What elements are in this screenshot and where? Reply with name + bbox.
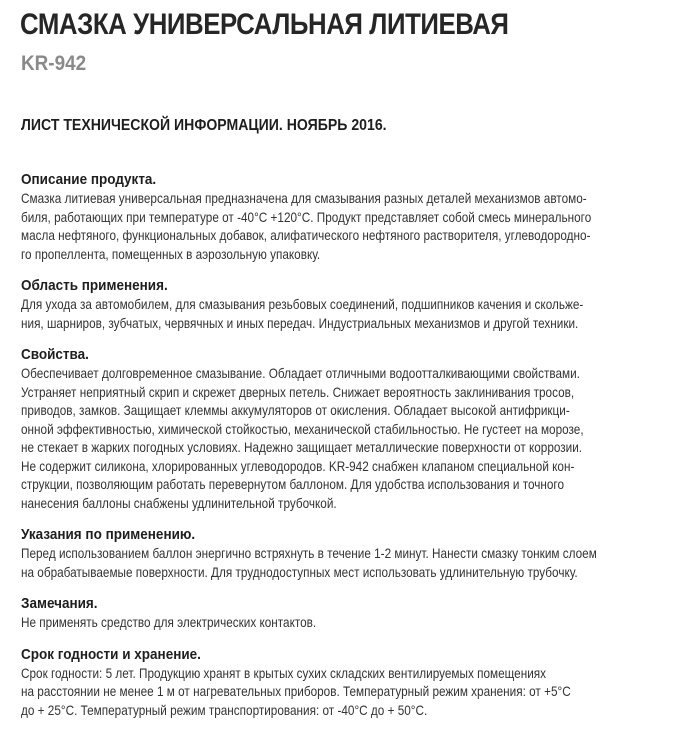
sheet-label: ЛИСТ ТЕХНИЧЕСКОЙ ИНФОРМАЦИИ. НОЯБРЬ 2016. [21, 117, 387, 134]
paragraph-line: до + 25°С. Температурный режим транспортирования: от -40°С до + 50°С. [21, 701, 428, 718]
section-heading: Область применения. [21, 277, 168, 294]
document-body [21, 171, 681, 733]
section-description [21, 171, 681, 263]
section-heading: Замечания. [21, 595, 98, 612]
paragraph-line: ния, шарниров, зубчатых, червячных и иных передач. Индустриальных механизмов и другой техники. [21, 314, 579, 331]
paragraph-line: масла нефтяного, функциональных добавок, алифатического нефтяного растворителя, углеводородно- [21, 227, 591, 243]
section-remarks [21, 595, 681, 632]
section-heading: Свойства. [21, 346, 89, 363]
section-heading: Описание продукта. [21, 171, 157, 188]
section-application [21, 277, 681, 332]
document-title: СМАЗКА УНИВЕРСАЛЬНАЯ ЛИТИЕВАЯ [20, 8, 509, 41]
paragraph-line: Не применять средство для электрических контактов. [21, 614, 317, 630]
paragraph-line: биля, работающих при температуре от -40°С +120°С. Продукт представляет собой смесь минерального [21, 208, 592, 225]
paragraph-line: го пропеллента, помещенных в аэрозольную упаковку. [21, 245, 321, 262]
paragraph-line: нанесения баллоны снабжены удлинительной трубочкой. [21, 494, 337, 511]
paragraph-line: не стекает в жарких погодных условиях. Надежно защищает металлические поверхности от коррозии. [21, 439, 583, 455]
section-heading: Срок годности и хранение. [21, 645, 201, 663]
paragraph-line: Для ухода за автомобилем, для смазывания резьбовых соединений, подшипников качения и скольже- [21, 296, 584, 312]
paragraph-line: на расстоянии не менее 1 м от нагревательных приборов. Температурный режим хранения: от +5°С [21, 683, 571, 699]
paragraph-line: Не содержит силикона, хлорированных углеводородов. KR-942 снабжен клапаном специальной кон- [21, 457, 575, 474]
paragraph-line: на обрабатываемые поверхности. Для труднодоступных мест использовать удлинительную трубочку. [21, 563, 578, 580]
paragraph-line: Срок годности: 5 лет. Продукцию хранят в крытых сухих складских вентилируемых помещениях [21, 664, 547, 681]
product-code: KR-942 [21, 52, 87, 75]
section-usage [21, 526, 681, 581]
section-heading: Указания по применению. [21, 526, 196, 543]
section-storage [21, 646, 681, 720]
paragraph-line: Обеспечивает долговременное смазывание. Обладает отличными водоотталкивающими свойствами. [21, 365, 580, 381]
paragraph-line: онной эффективностью, химической стойкостью, механической стабильностью. Не густеет на морозе, [21, 420, 584, 437]
paragraph-line: приводов, замков. Защищает клеммы аккумуляторов от окисления. Обладает высокой антифрикци- [21, 402, 570, 418]
paragraph-line: Перед использованием баллон энергично встряхнуть в течение 1-2 минут. Нанести смазку тонким слоем [21, 545, 597, 561]
paragraph-line: Смазка литиевая универсальная предназначена для смазывания разных деталей механизмов автомо- [21, 190, 587, 206]
section-properties [21, 346, 681, 512]
paragraph-line: струкции, позволяющим работать перевернутом баллоном. Для удобства использования и точного [21, 476, 564, 492]
paragraph-line: Устраняет неприятный скрип и скрежет дверных петель. Снижает вероятность заклинивания тросов, [21, 383, 575, 400]
